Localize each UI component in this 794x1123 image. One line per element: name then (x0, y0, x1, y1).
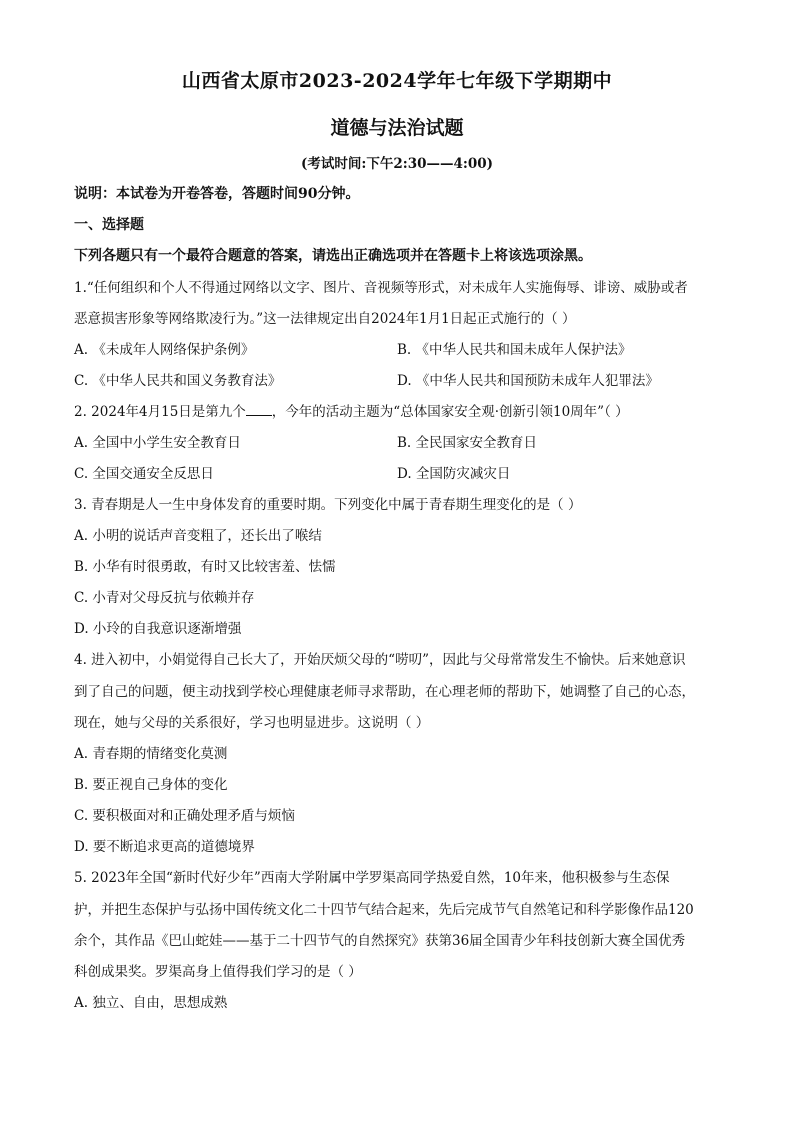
question-2-option-b: B. 全民国家安全教育日 (397, 435, 538, 451)
question-2-option-a: A. 全国中小学生安全教育日 (74, 435, 241, 451)
question-4-line-3: 现在，她与父母的关系很好，学习也明显进步。这说明（ ） (74, 715, 430, 731)
question-2-option-d: D. 全国防灾减灾日 (397, 466, 511, 482)
question-1-line-2: 恶意损害形象等网络欺凌行为。”这一法律规定出自2024年1月1日起正式施行的（ ） (74, 311, 576, 327)
question-3-line-1: 3. 青春期是人一生中身体发育的重要时期。下列变化中属于青春期生理变化的是（ ） (74, 497, 582, 513)
question-2-option-c: C. 全国交通安全反思日 (74, 466, 214, 482)
question-1-line-1: 1.“任何组织和个人不得通过网络以文字、图片、音视频等形式，对未成年人实施侮辱、诽谤、威胁或者 (74, 280, 688, 296)
question-1-option-b: B. 《中华人民共和国未成年人保护法》 (397, 342, 632, 358)
exam-title: 山西省太原市2023-2024学年七年级下学期期中 (181, 70, 613, 92)
question-3-option-c: C. 小青对父母反抗与依赖并存 (74, 590, 255, 606)
question-4-option-d: D. 要不断追求更高的道德境界 (74, 839, 255, 855)
section-heading: 一、选择题 (74, 217, 144, 233)
question-4-line-2: 到了自己的问题，便主动找到学校心理健康老师寻求帮助，在心理老师的帮助下，她调整了自己的心态， (74, 684, 695, 700)
exam-time: (考试时间:下午2:30——4:00) (300, 156, 494, 172)
question-3-option-d: D. 小玲的自我意识逐渐增强 (74, 621, 242, 637)
question-5-line-1: 5. 2023年全国“新时代好少年”西南大学附属中学罗渠高同学热爱自然，10年来，他积极参与生态保 (74, 870, 670, 886)
subject-title: 道德与法治试题 (330, 117, 464, 139)
question-4-option-c: C. 要积极面对和正确处理矛盾与烦恼 (74, 808, 295, 824)
question-1-option-d: D. 《中华人民共和国预防未成年人犯罪法》 (397, 373, 659, 389)
question-4-option-b: B. 要正视自己身体的变化 (74, 777, 228, 793)
question-2-stem (74, 400, 629, 420)
question-2-stem-after: ，今年的活动主题为“总体国家安全观·创新引领10周年”（ ） (271, 404, 629, 420)
exam-note: 说明：本试卷为开卷答卷，答题时间90分钟。 (74, 186, 360, 202)
question-5-option-a: A. 独立、自由，思想成熟 (74, 995, 228, 1011)
question-4-line-1: 4. 进入初中，小娟觉得自己长大了，开始厌烦父母的“唠叨”，因此与父母常常发生不愉快。后来她意识 (74, 652, 686, 668)
question-5-line-2: 护，并把生态保护与弘扬中国传统文化二十四节气结合起来，先后完成节气自然笔记和科学影像作品120 (74, 902, 694, 918)
question-1-option-c: C. 《中华人民共和国义务教育法》 (74, 373, 282, 389)
question-5-line-4: 科创成果奖。罗渠高身上值得我们学习的是（ ） (74, 964, 362, 980)
question-5-line-3: 余个，其作品《巴山蛇娃——基于二十四节气的自然探究》获第36届全国青少年科技创新大赛全国优秀 (74, 933, 686, 949)
question-2-stem-before: 2. 2024年4月15日是第九个 (74, 404, 246, 420)
question-4-option-a: A. 青春期的情绪变化莫测 (74, 746, 228, 762)
question-3-option-b: B. 小华有时很勇敢，有时又比较害羞、怯懦 (74, 559, 336, 575)
question-1-option-a: A. 《未成年人网络保护条例》 (74, 342, 255, 358)
answer-blank (246, 403, 272, 416)
section-directions: 下列各题只有一个最符合题意的答案，请选出正确选项并在答题卡上将该选项涂黑。 (74, 248, 592, 264)
question-3-option-a: A. 小明的说话声音变粗了，还长出了喉结 (74, 528, 322, 544)
